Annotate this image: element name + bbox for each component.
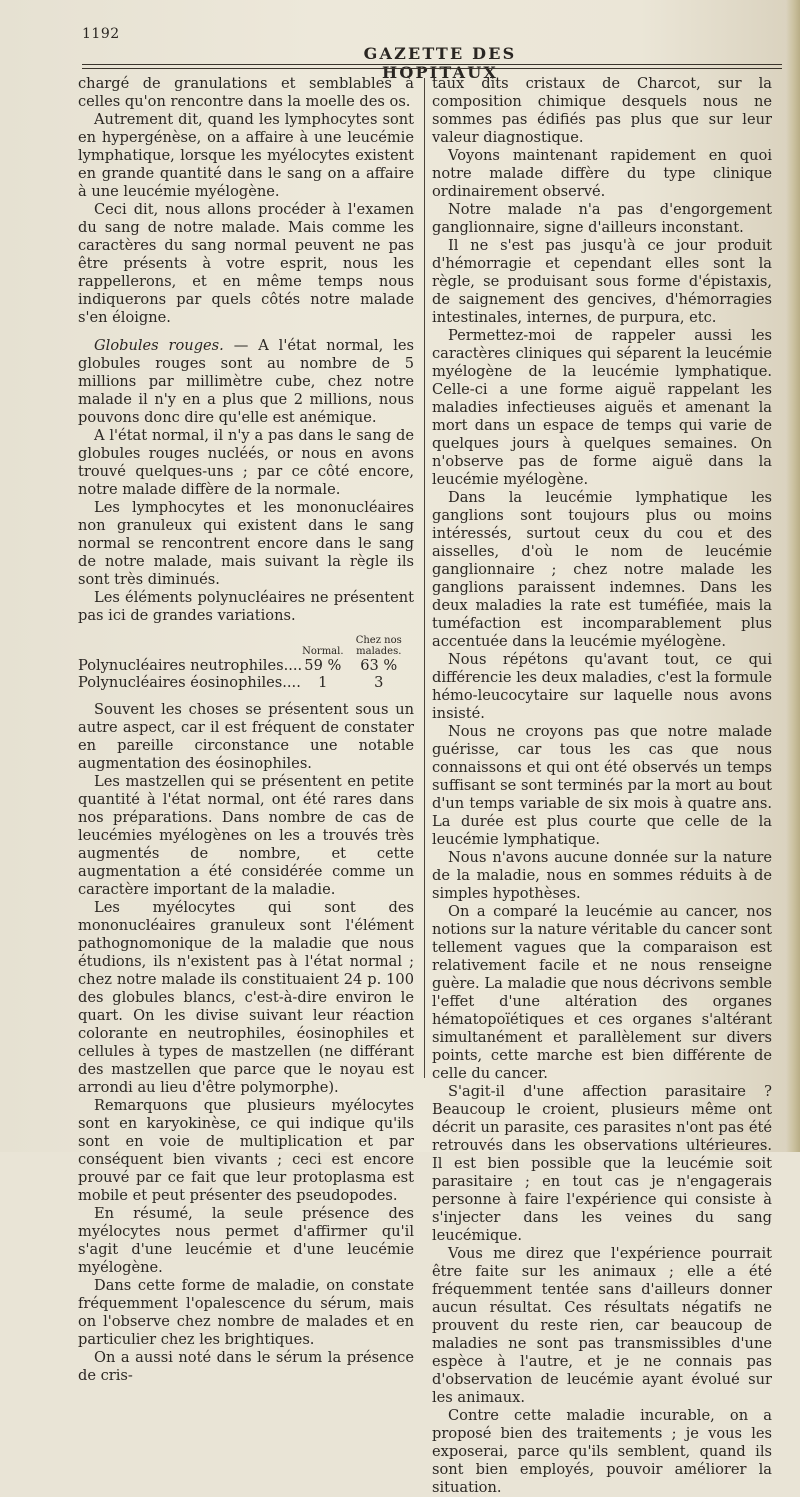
table-cell-label: Polynucléaires neutrophiles.... (78, 657, 303, 674)
table-header-malade: Chez nos malades. (355, 635, 402, 657)
table-cell-malade: 3 (374, 674, 384, 691)
paragraph: Autrement dit, quand les lymphocytes sont en hypergénèse, on a affaire à une leucémie lymphatique, lorsque les myélocytes existent en grande quantité dans le sang on a affaire à une leucémie myélogène. (78, 111, 414, 200)
paragraph: Les éléments polynucléaires ne présentent pas ici de grandes variations. (78, 589, 414, 624)
paragraph: Remarquons que plusieurs myélocytes sont en karyokinèse, ce qui indique qu'ils sont en voie de multiplication et par conséquent bien vivants ; ceci est encore prouvé par ce fait que leur protoplasma est mobile et peut présenter des pseudopodes. (78, 1097, 414, 1204)
table-row (78, 674, 414, 691)
paragraph: A l'état normal, il n'y a pas dans le sang de globules rouges nucléés, or nous en avons trouvé quelques-uns ; par ce côté encore, notre malade diffère de la normale. (78, 427, 414, 498)
table-header-normal: Normal. (302, 646, 344, 657)
table-cell-label: Polynucléaires éosinophiles.... (78, 674, 301, 691)
paragraph: Ceci dit, nous allons procéder à l'examen du sang de notre malade. Mais comme les caractères du sang normal peuvent ne pas être présents à votre esprit, nous les rappellerons, et en même temps nous indiquerons par quels côtés notre malade s'en éloigne. (78, 201, 414, 326)
page-edge-shadow (786, 0, 800, 1152)
paragraph: Dans la leucémie lymphatique les ganglions sont toujours plus ou moins intéressés, surtout ceux du cou et des aisselles, d'où le nom de leucémie ganglionnaire ; chez notre malade les ganglions paraissent indemnes. Dans les deux maladies la rate est tuméfiée, mais la tuméfaction est incomparablement plus accentuée dans la leucémie myélogène. (432, 489, 772, 650)
paragraph: En résumé, la seule présence des myélocytes nous permet d'affirmer qu'il s'agit d'une leucémie et d'une leucémie myélogène. (78, 1205, 414, 1276)
paragraph: Les lymphocytes et les mononucléaires non granuleux qui existent dans le sang normal se rencontrent encore dans le sang de notre malade, mais suivant la règle ils sont très diminués. (78, 499, 414, 588)
paragraph: S'agit-il d'une affection parasitaire ? Beaucoup le croient, plusieurs même ont décrit un parasite, ces parasites n'ont pas été retrouvés dans les observations ultérieures. Il est bien possible que la leucémie soit parasitaire ; en tout cas je n'engagerais personne à faire l'expérience qui consiste à s'injecter dans les veines du sang leucémique. (432, 1083, 772, 1244)
left-column (78, 75, 414, 1385)
paragraph: Les myélocytes qui sont des mononucléaires granuleux sont l'élément pathognomonique de la maladie que nous étudions, ils n'existent pas à l'état normal ; chez notre malade ils constituaient 24 p. 100 des globules blancs, c'est-à-dire environ le quart. On les divise suivant leur réaction colorante en neutrophiles, éosinophiles et cellules à types de mastzellen (ne différant des mastzellen que parce que le noyau est arrondi au lieu d'être polymorphe). (78, 899, 414, 1096)
paragraph: Les mastzellen qui se présentent en petite quantité à l'état normal, ont été rares dans nos préparations. Dans nombre de cas de leucémies myélogènes on les a trouvés très augmentés de nombre, et cette augmentation a été considérée comme un caractère important de la maladie. (78, 773, 414, 898)
paragraph: Permettez-moi de rappeler aussi les caractères cliniques qui séparent la leucémie myélogène de la leucémie lymphatique. Celle-ci a une forme aiguë rappelant les maladies infectieuses aiguës et amenant la mort dans un espace de temps qui varie de quelques jours à quelques semaines. On n'observe pas de forme aiguë dans la leucémie myélogène. (432, 327, 772, 488)
paragraph: Nous ne croyons pas que notre malade guérisse, car tous les cas que nous connaissons et qui ont été observés un temps suffisant se sont terminés par la mort au bout d'un temps variable de six mois à quatre ans. La durée est plus courte que celle de la leucémie lymphatique. (432, 723, 772, 848)
paragraph: taux dits cristaux de Charcot, sur la composition chimique desquels nous ne sommes pas édifiés pas plus que sur leur valeur diagnostique. (432, 75, 772, 146)
paragraph: Nous répétons qu'avant tout, ce qui différencie les deux maladies, c'est la formule hémo-leucocytaire sur laquelle nous avons insisté. (432, 651, 772, 722)
journal-title: GAZETTE DES HOPITAUX (363, 44, 517, 82)
paragraph: Voyons maintenant rapidement en quoi notre malade diffère du type clinique ordinairement observé. (432, 147, 772, 200)
paragraph-globules-rouges (78, 337, 414, 427)
paragraph: Vous me direz que l'expérience pourrait être faite sur les animaux ; elle a été fréquemment tentée sans d'ailleurs donner aucun résultat. Ces résultats négatifs ne prouvent du reste rien, car beaucoup de maladies ne sont pas transmissibles d'une espèce à l'autre, et je ne connais pas d'observation de leucémie ayant évolué sur les animaux. (432, 1245, 772, 1406)
paragraph: chargé de granulations et semblables à celles qu'on rencontre dans la moelle des os. (78, 75, 414, 110)
table-header-row (78, 635, 414, 657)
leukocyte-table (78, 635, 414, 691)
paragraph: On a comparé la leucémie au cancer, nos notions sur la nature véritable du cancer sont tellement vagues que la comparaison est relativement facile et ne nous renseigne guère. La maladie que nous décrivons semble l'effet d'une altération des organes hématopoïétiques et ces organes s'altérant simultanément et parallèlement sur divers points, cette marche est bien différente de celle du cancer. (432, 903, 772, 1082)
paragraph: On a aussi noté dans le sérum la présence de cris- (78, 1349, 414, 1384)
column-divider (424, 78, 425, 1078)
section-heading-italic: Globules rouges. (94, 337, 224, 354)
paragraph: Contre cette maladie incurable, on a proposé bien des traitements ; je vous les exposerai, parce qu'ils semblent, quand ils sont bien employés, pouvoir améliorer la situation. (432, 1407, 772, 1496)
table-cell-normal: 59 % (304, 657, 342, 674)
paragraph: Nous n'avons aucune donnée sur la nature de la maladie, nous en sommes réduits à de simples hypothèses. (432, 849, 772, 902)
header-rule-secondary (82, 68, 782, 69)
paragraph: Dans cette forme de maladie, on constate fréquemment l'opalescence du sérum, mais on l'observe chez nombre de malades et en particulier chez les brightiques. (78, 1277, 414, 1348)
paragraph: Souvent les choses se présentent sous un autre aspect, car il est fréquent de constater en pareille circonstance une notable augmentation des éosinophiles. (78, 701, 414, 772)
right-column (432, 75, 772, 1497)
table-cell-malade: 63 % (360, 657, 398, 674)
paragraph: Il ne s'est pas jusqu'à ce jour produit d'hémorragie et cependant elles sont la règle, se produisant sous forme d'épistaxis, de saignement des gencives, d'hémorragies intestinales, internes, de purpura, etc. (432, 237, 772, 326)
page-number: 1192 (82, 26, 120, 42)
table-row (78, 657, 414, 674)
header-rule (82, 64, 782, 65)
table-cell-normal: 1 (318, 674, 328, 691)
paragraph: Notre malade n'a pas d'engorgement ganglionnaire, signe d'ailleurs inconstant. (432, 201, 772, 236)
paragraph-text: — A l'état normal, les globules rouges sont au nombre de 5 millions par millimètre cube, chez notre malade il n'y en a plus que 2 millions, nous pouvons donc dire qu'elle est anémique. (78, 337, 415, 426)
